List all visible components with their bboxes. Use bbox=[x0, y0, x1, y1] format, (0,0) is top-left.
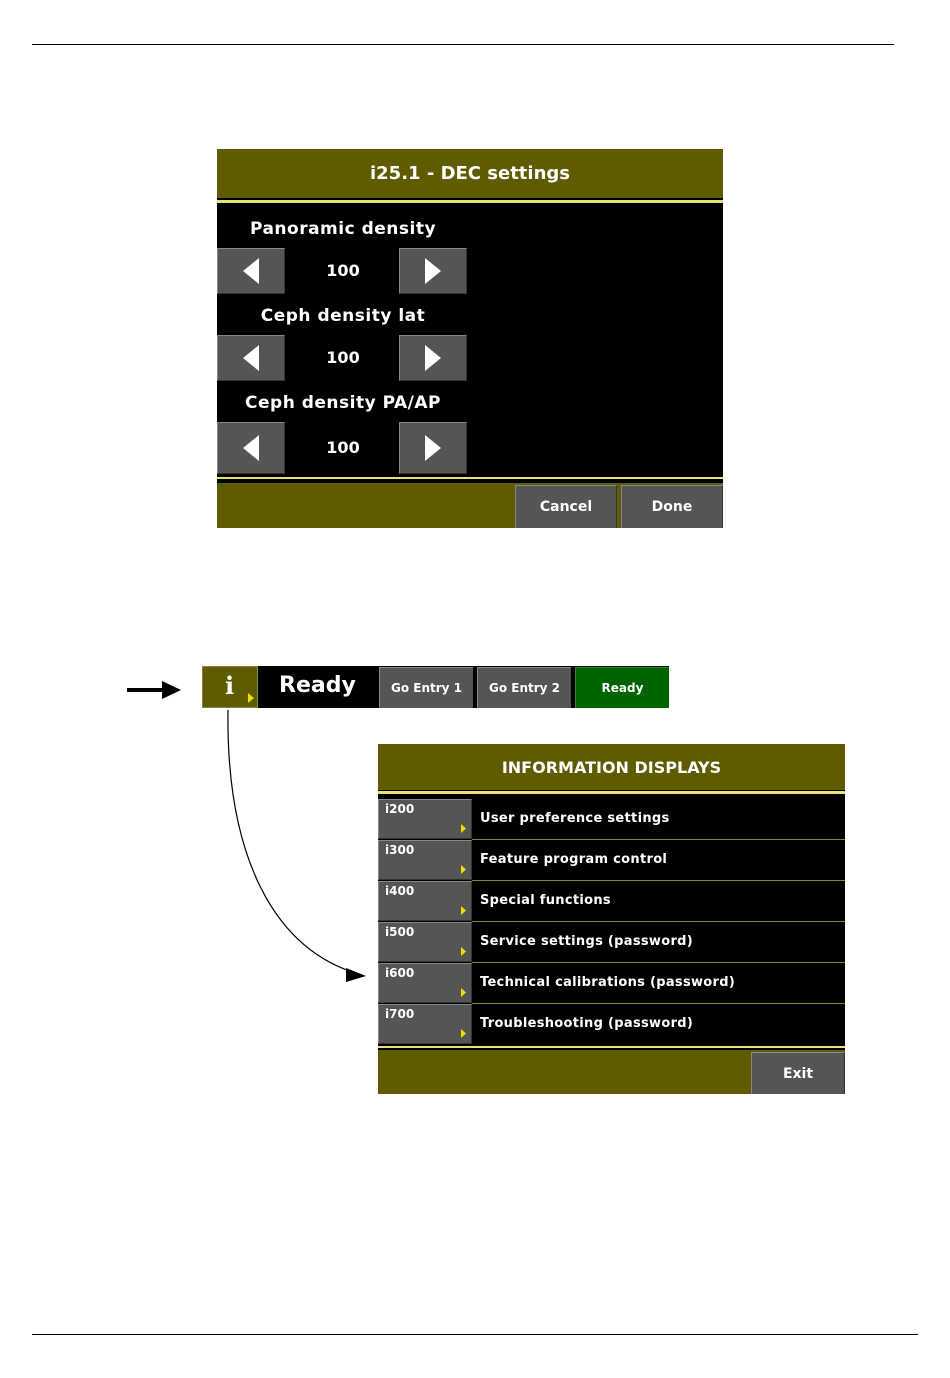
ceph-density-lat-value: 100 bbox=[326, 348, 360, 367]
item-label: Feature program control bbox=[480, 852, 668, 867]
i200-button[interactable] bbox=[378, 799, 472, 839]
done-button[interactable]: Done bbox=[621, 485, 723, 528]
arrow-right-icon bbox=[423, 343, 443, 373]
item-label: Troubleshooting (password) bbox=[480, 1016, 694, 1031]
footer-divider bbox=[378, 1046, 845, 1048]
panoramic-density-decrease-button[interactable] bbox=[217, 248, 285, 294]
list-item bbox=[378, 799, 845, 840]
list-item bbox=[378, 1004, 845, 1045]
header-divider bbox=[217, 200, 723, 203]
item-code: i500 bbox=[385, 925, 415, 939]
item-code: i700 bbox=[385, 1007, 415, 1021]
item-label: Technical calibrations (password) bbox=[480, 975, 736, 990]
chevron-right-icon bbox=[460, 946, 467, 957]
arrow-left-icon bbox=[241, 256, 261, 286]
i700-button[interactable] bbox=[378, 1004, 472, 1044]
ceph-density-pa-ap-increase-button[interactable] bbox=[399, 422, 467, 474]
arrow-right-icon bbox=[423, 256, 443, 286]
dec-settings-footer bbox=[217, 483, 723, 528]
status-bar bbox=[202, 666, 669, 708]
chevron-right-icon bbox=[460, 905, 467, 916]
panoramic-density-label: Panoramic density bbox=[249, 219, 437, 239]
item-code: i200 bbox=[385, 802, 415, 816]
status-text: Ready bbox=[279, 673, 356, 698]
arrow-left-icon bbox=[241, 433, 261, 463]
panoramic-density-value: 100 bbox=[326, 261, 360, 280]
go-entry-1-button[interactable]: Go Entry 1 bbox=[379, 667, 473, 708]
list-item bbox=[378, 881, 845, 922]
item-code: i300 bbox=[385, 843, 415, 857]
item-code: i400 bbox=[385, 884, 415, 898]
i600-button[interactable] bbox=[378, 963, 472, 1003]
cancel-button[interactable]: Cancel bbox=[515, 485, 617, 528]
arrow-right-icon bbox=[423, 433, 443, 463]
item-label: User preference settings bbox=[480, 811, 670, 826]
i400-button[interactable] bbox=[378, 881, 472, 921]
go-entry-2-button[interactable]: Go Entry 2 bbox=[477, 667, 571, 708]
header-divider bbox=[378, 791, 845, 794]
info-icon: i bbox=[225, 671, 235, 700]
information-displays-footer bbox=[378, 1050, 845, 1094]
list-item bbox=[378, 840, 845, 881]
chevron-right-icon bbox=[460, 864, 467, 875]
arrow-left-icon bbox=[241, 343, 261, 373]
info-button[interactable] bbox=[202, 666, 258, 708]
chevron-right-icon bbox=[460, 823, 467, 834]
information-displays-panel bbox=[378, 744, 845, 1094]
item-code: i600 bbox=[385, 966, 415, 980]
dec-settings-title: i25.1 - DEC settings bbox=[217, 149, 723, 198]
dec-settings-panel bbox=[217, 149, 723, 528]
exit-button[interactable]: Exit bbox=[751, 1052, 845, 1094]
ceph-density-lat-increase-button[interactable] bbox=[399, 335, 467, 381]
item-label: Special functions bbox=[480, 893, 611, 908]
curved-arrow-icon bbox=[228, 710, 362, 975]
pointer-arrow-icon bbox=[127, 681, 181, 699]
footer-divider bbox=[217, 477, 723, 479]
ceph-density-pa-ap-decrease-button[interactable] bbox=[217, 422, 285, 474]
information-displays-title: INFORMATION DISPLAYS bbox=[378, 744, 845, 790]
list-item bbox=[378, 963, 845, 1004]
ceph-density-pa-ap-value: 100 bbox=[326, 438, 360, 457]
curved-arrow-head-icon bbox=[346, 968, 366, 982]
chevron-right-icon bbox=[460, 1028, 467, 1039]
bottom-rule bbox=[32, 1334, 918, 1335]
chevron-right-icon bbox=[460, 987, 467, 998]
panoramic-density-increase-button[interactable] bbox=[399, 248, 467, 294]
ceph-density-lat-label: Ceph density lat bbox=[260, 306, 426, 326]
list-item bbox=[378, 922, 845, 963]
item-label: Service settings (password) bbox=[480, 934, 694, 949]
ready-button[interactable]: Ready bbox=[575, 667, 669, 708]
ceph-density-pa-ap-label: Ceph density PA/AP bbox=[245, 393, 441, 413]
top-rule bbox=[32, 44, 894, 45]
i300-button[interactable] bbox=[378, 840, 472, 880]
chevron-right-icon bbox=[247, 692, 255, 704]
ceph-density-lat-decrease-button[interactable] bbox=[217, 335, 285, 381]
i500-button[interactable] bbox=[378, 922, 472, 962]
